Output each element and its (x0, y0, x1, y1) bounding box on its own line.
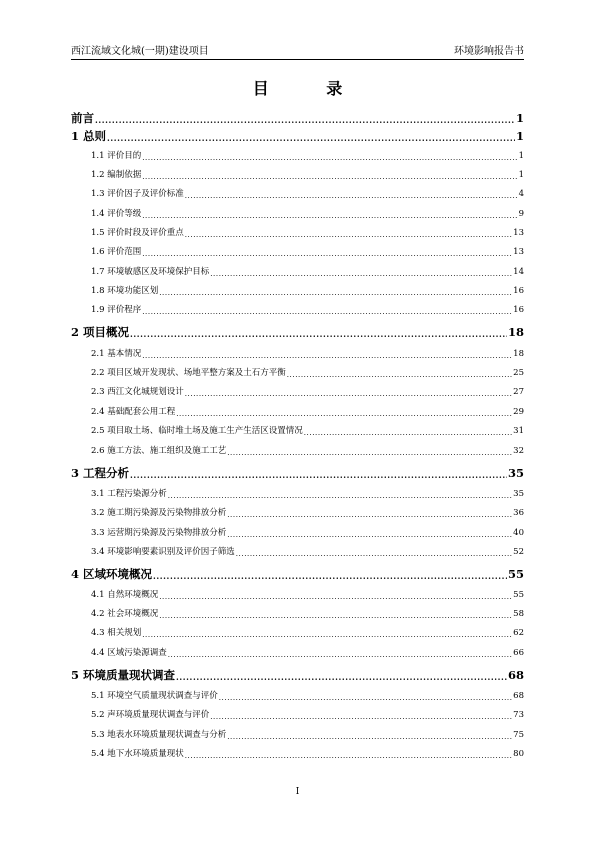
toc-section-entry[interactable] (71, 407, 524, 418)
toc-entry-label: 1.7 环境敏感区及环境保护目标 (91, 267, 210, 277)
toc-entry-page-number: 16 (513, 286, 524, 296)
toc-entry-page-number: 32 (513, 446, 524, 456)
toc-entry-label: 5.1 环境空气质量现状调查与评价 (91, 691, 218, 701)
toc-entry-page-number: 35 (507, 466, 524, 480)
toc-entry-page-number: 40 (513, 528, 524, 538)
toc-dot-leader (185, 231, 512, 239)
toc-entry-page-number: 80 (513, 749, 524, 759)
toc-entry-label: 5.2 声环境质量现状调查与评价 (91, 710, 210, 720)
toc-entry-page-number: 1 (515, 129, 524, 143)
toc-entry-label: 1 总则 (71, 129, 107, 143)
toc-chapter-entry[interactable] (71, 568, 524, 581)
toc-entry-label: 2.3 西江文化城规划设计 (91, 387, 184, 397)
toc-section-entry[interactable] (71, 170, 524, 181)
toc-section-entry[interactable] (71, 691, 524, 702)
toc-section-entry[interactable] (71, 387, 524, 398)
toc-entry-page-number: 13 (513, 228, 524, 238)
page-header (71, 41, 524, 60)
toc-section-entry[interactable] (71, 151, 524, 162)
toc-dot-leader (185, 390, 512, 398)
toc-entry-page-number: 1 (515, 111, 524, 125)
toc-entry-label: 4.1 自然环境概况 (91, 590, 159, 600)
toc-section-entry[interactable] (71, 489, 524, 500)
toc-section-entry[interactable] (71, 508, 524, 519)
toc-dot-leader (159, 289, 512, 297)
toc-dot-leader (287, 371, 512, 379)
toc-section-entry[interactable] (71, 710, 524, 721)
toc-section-entry[interactable] (71, 189, 524, 200)
toc-entry-label: 5.3 地表水环境质量现状调查与分析 (91, 730, 227, 740)
toc-entry-label: 1.2 编制依据 (91, 170, 142, 180)
toc-dot-leader (142, 173, 517, 181)
toc-entry-page-number: 18 (513, 349, 524, 359)
toc-entry-label: 2.2 项目区域开发现状、场地平整方案及土石方平衡 (91, 368, 286, 378)
toc-entry-label: 3.4 环境影响要素识别及评价因子筛选 (91, 547, 235, 557)
toc-chapter-entry[interactable] (71, 669, 524, 682)
toc-title: 目 录 (252, 79, 369, 98)
toc-chapter-entry[interactable] (71, 112, 524, 125)
toc-entry-page-number: 36 (513, 508, 524, 518)
toc-entry-page-number: 52 (513, 547, 524, 557)
toc-entry-page-number: 35 (513, 489, 524, 499)
toc-entry-label: 2.6 施工方法、施工组织及施工工艺 (91, 446, 227, 456)
toc-entry-page-number: 14 (513, 267, 524, 277)
toc-entry-label: 4.4 区域污染源调查 (91, 648, 167, 658)
toc-entry-label: 1.4 评价等级 (91, 209, 142, 219)
toc-entry-page-number: 58 (513, 609, 524, 619)
toc-entry-page-number: 66 (513, 648, 524, 658)
toc-dot-leader (227, 511, 512, 519)
toc-entry-label: 1.3 评价因子及评价标准 (91, 189, 184, 199)
toc-entry-label: 2.4 基础配套公用工程 (91, 407, 176, 417)
toc-dot-leader (168, 492, 512, 500)
toc-entry-page-number: 31 (513, 426, 524, 436)
toc-dot-leader (142, 352, 512, 360)
toc-dot-leader (176, 673, 507, 682)
toc-section-entry[interactable] (71, 628, 524, 639)
toc-dot-leader (304, 429, 512, 437)
toc-section-entry[interactable] (71, 305, 524, 316)
toc-dot-leader (142, 154, 517, 162)
toc-entry-page-number: 68 (507, 668, 524, 682)
toc-section-entry[interactable] (71, 209, 524, 220)
toc-entry-label: 2.5 项目取土场、临时堆土场及施工生产生活区设置情况 (91, 426, 303, 436)
toc-entry-label: 3.2 施工期污染源及污染物排放分析 (91, 508, 227, 518)
toc-section-entry[interactable] (71, 749, 524, 760)
toc-entry-page-number: 68 (513, 691, 524, 701)
toc-dot-leader (153, 572, 507, 581)
toc-entry-label: 1.1 评价目的 (91, 151, 142, 161)
toc-entry-page-number: 1 (518, 170, 524, 180)
toc-entry-label: 3 工程分析 (71, 466, 130, 480)
toc-entry-label: 4.3 相关规划 (91, 628, 142, 638)
toc-entry-page-number: 27 (513, 387, 524, 397)
toc-chapter-entry[interactable] (71, 326, 524, 339)
toc-dot-leader (227, 531, 512, 539)
toc-dot-leader (210, 713, 512, 721)
toc-entry-page-number: 62 (513, 628, 524, 638)
toc-entry-page-number: 55 (507, 567, 524, 581)
toc-section-entry[interactable] (71, 426, 524, 437)
toc-dot-leader (95, 116, 515, 125)
toc-dot-leader (168, 651, 512, 659)
toc-entry-page-number: 9 (518, 209, 524, 219)
toc-dot-leader (142, 212, 517, 220)
toc-dot-leader (107, 134, 515, 143)
toc-entry-page-number: 4 (518, 189, 524, 199)
toc-dot-leader (176, 410, 512, 418)
toc-section-entry[interactable] (71, 590, 524, 601)
toc-dot-leader (130, 471, 507, 480)
toc-section-entry[interactable] (71, 267, 524, 278)
toc-entry-page-number: 75 (513, 730, 524, 740)
toc-dot-leader (159, 612, 512, 620)
toc-entry-page-number: 29 (513, 407, 524, 417)
toc-dot-leader (130, 330, 507, 339)
toc-section-entry[interactable] (71, 286, 524, 297)
toc-entry-label: 1.6 评价范围 (91, 247, 142, 257)
header-document-type: 环境影响报告书 (454, 46, 524, 57)
toc-dot-leader (210, 270, 512, 278)
toc-section-entry[interactable] (71, 247, 524, 258)
toc-entry-label: 1.9 评价程序 (91, 305, 142, 315)
toc-entry-label: 5 环境质量现状调查 (71, 668, 176, 682)
toc-entry-label: 4.2 社会环境概况 (91, 609, 159, 619)
toc-section-entry[interactable] (71, 547, 524, 558)
toc-entry-page-number: 73 (513, 710, 524, 720)
toc-section-entry[interactable] (71, 648, 524, 659)
toc-dot-leader (185, 752, 512, 760)
toc-entry-page-number: 25 (513, 368, 524, 378)
header-project-name: 西江流域文化城(一期)建设项目 (71, 46, 209, 57)
toc-dot-leader (142, 250, 512, 258)
toc-entry-page-number: 16 (513, 305, 524, 315)
toc-entry-page-number: 18 (507, 325, 524, 339)
toc-section-entry[interactable] (71, 528, 524, 539)
toc-section-entry[interactable] (71, 730, 524, 741)
toc-dot-leader (227, 733, 512, 741)
toc-dot-leader (142, 308, 512, 316)
toc-entry-label: 3.3 运营期污染源及污染物排放分析 (91, 528, 227, 538)
toc-section-entry[interactable] (71, 228, 524, 239)
toc-dot-leader (236, 550, 512, 558)
toc-entry-label: 3.1 工程污染源分析 (91, 489, 167, 499)
toc-entry-label: 前言 (71, 111, 94, 125)
toc-dot-leader (219, 694, 512, 702)
toc-entry-page-number: 13 (513, 247, 524, 257)
toc-entry-label: 2.1 基本情况 (91, 349, 142, 359)
toc-section-entry[interactable] (71, 446, 524, 457)
toc-section-entry[interactable] (71, 368, 524, 379)
toc-dot-leader (142, 631, 512, 639)
toc-entry-label: 1.8 环境功能区划 (91, 286, 159, 296)
toc-dot-leader (159, 593, 512, 601)
page-number: I (295, 787, 300, 797)
toc-section-entry[interactable] (71, 609, 524, 620)
toc-dot-leader (185, 192, 518, 200)
toc-section-entry[interactable] (71, 349, 524, 360)
toc-entry-page-number: 1 (518, 151, 524, 161)
toc-entry-label: 2 项目概况 (71, 325, 130, 339)
toc-entry-label: 4 区域环境概况 (71, 567, 153, 581)
toc-entry-label: 1.5 评价时段及评价重点 (91, 228, 184, 238)
toc-chapter-entry[interactable] (71, 130, 524, 143)
toc-entry-label: 5.4 地下水环境质量现状 (91, 749, 184, 759)
toc-entry-page-number: 55 (513, 590, 524, 600)
toc-chapter-entry[interactable] (71, 467, 524, 480)
toc-dot-leader (227, 449, 512, 457)
